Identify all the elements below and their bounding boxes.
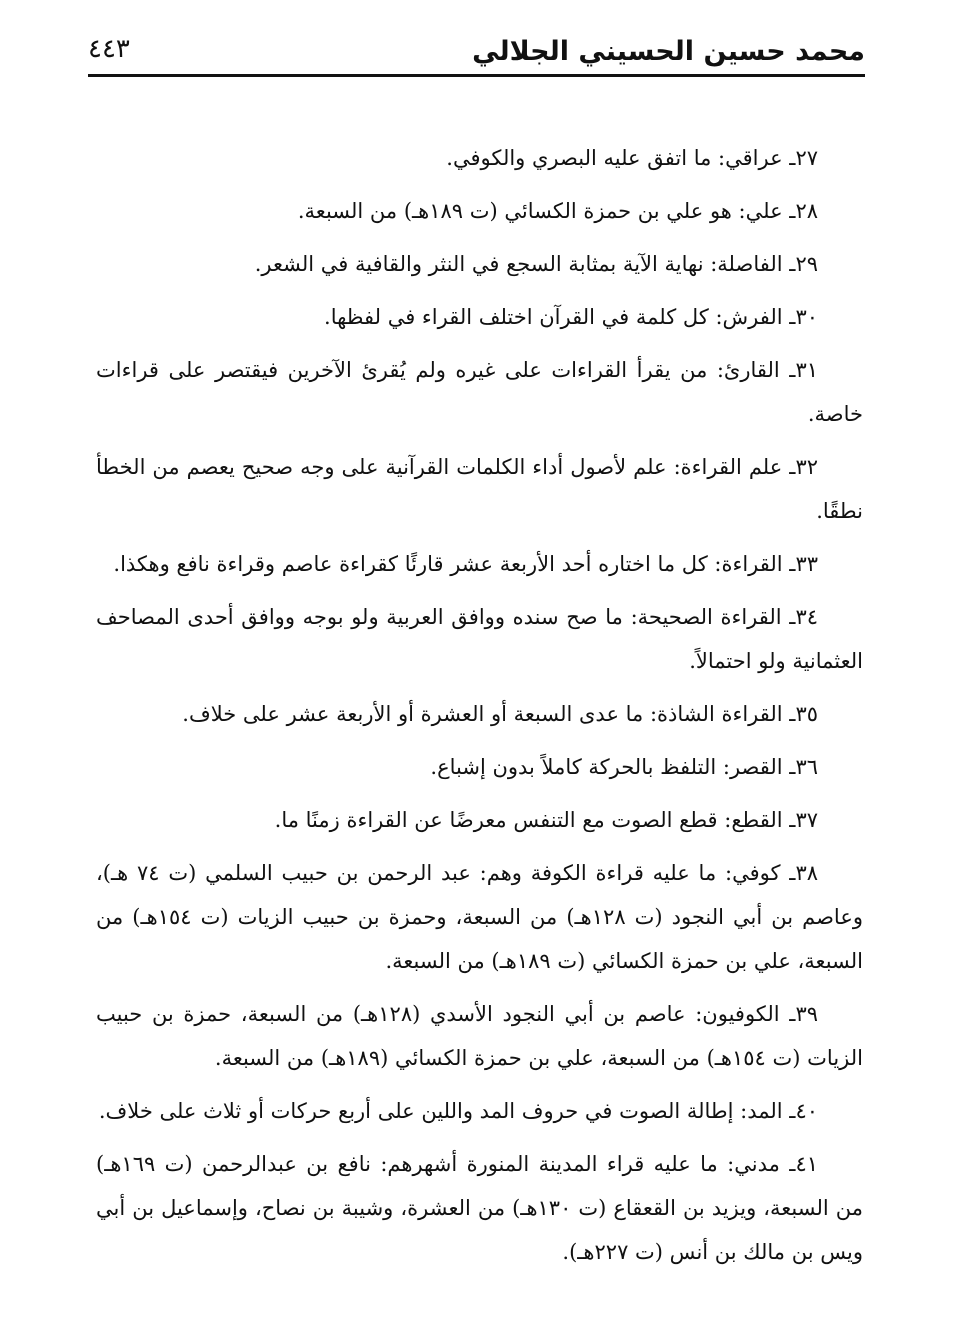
glossary-entry-33: ٣٣ـ القراءة: كل ما اختاره أحد الأربعة عشر قارئًا كقراءة عاصم وقراءة نافع وهكذا. (113, 552, 818, 576)
glossary-entry-37: ٣٧ـ القطع: قطع الصوت مع التنفس معرضًا عن القراءة زمنًا ما. (274, 808, 818, 832)
glossary-body (96, 136, 863, 1283)
glossary-entry-27: ٢٧ـ عراقي: ما اتفق عليه البصري والكوفي. (446, 146, 818, 170)
header-divider (88, 74, 865, 77)
glossary-entry-38: ٣٨ـ كوفي: ما عليه قراءة الكوفة وهم: عبد الرحمن بن حبيب السلمي (ت ٧٤ هـ)، وعاصم بن أبي النجود (ت ١٢٨هـ) من السبعة، وحمزة بن حبيب الزيات (ت ١٥٤هـ) من السبعة، علي بن حمزة الكسائي (ت ١٨٩هـ) من السبعة. (96, 861, 863, 973)
glossary-entry-34: ٣٤ـ القراءة الصحيحة: ما صح سنده ووافق العربية ولو بوجه ووافق أحدى المصاحف العثمانية ولو احتمالاً. (96, 605, 863, 673)
glossary-entry-40: ٤٠ـ المد: إطالة الصوت في حروف المد واللين على أربع حركات أو ثلاث على خلاف. (98, 1099, 818, 1123)
glossary-entry-28: ٢٨ـ علي: هو علي بن حمزة الكسائي (ت ١٨٩هـ) من السبعة. (297, 199, 818, 223)
glossary-entry-30: ٣٠ـ الفرش: كل كلمة في القرآن اختلف القراء في لفظها. (324, 305, 818, 329)
page-header (88, 22, 865, 74)
glossary-entry-31: ٣١ـ القارئ: من يقرأ القراءات على غيره ولم يُقرئ الآخرين فيقتصر على قراءات خاصة. (96, 358, 863, 426)
glossary-entry-29: ٢٩ـ الفاصلة: نهاية الآية بمثابة السجع في النثر والقافية في الشعر. (254, 252, 818, 276)
page-number: ٤٤٣ (88, 34, 130, 64)
running-title: محمد حسين الحسيني الجلالي (472, 36, 865, 67)
glossary-entry-41: ٤١ـ مدني: ما عليه قراء المدينة المنورة أشهرهم: نافع بن عبدالرحمن (ت ١٦٩هـ) من السبعة، ويزيد بن القعقاع (ت ١٣٠هـ) من العشرة، وشيبة بن نصاح، وإسماعيل بن أبي ويس بن مالك بن أنس (ت ٢٢٧هـ). (96, 1152, 863, 1264)
glossary-entry-35: ٣٥ـ القراءة الشاذة: ما عدى السبعة أو العشرة أو الأربعة عشر على خلاف. (182, 702, 818, 726)
glossary-entry-32: ٣٢ـ علم القراءة: علم لأصول أداء الكلمات القرآنية على وجه صحيح يعصم من الخطأ نطقًا. (96, 455, 863, 523)
glossary-entry-39: ٣٩ـ الكوفيون: عاصم بن أبي النجود الأسدي (١٢٨هـ) من السبعة، حمزة بن حبيب الزيات (ت ١٥٤هـ) من السبعة، علي بن حمزة الكسائي (١٨٩هـ) من السبعة. (96, 1002, 863, 1070)
glossary-entry-36: ٣٦ـ القصر: التلفظ بالحركة كاملاً بدون إشباع. (430, 755, 818, 779)
